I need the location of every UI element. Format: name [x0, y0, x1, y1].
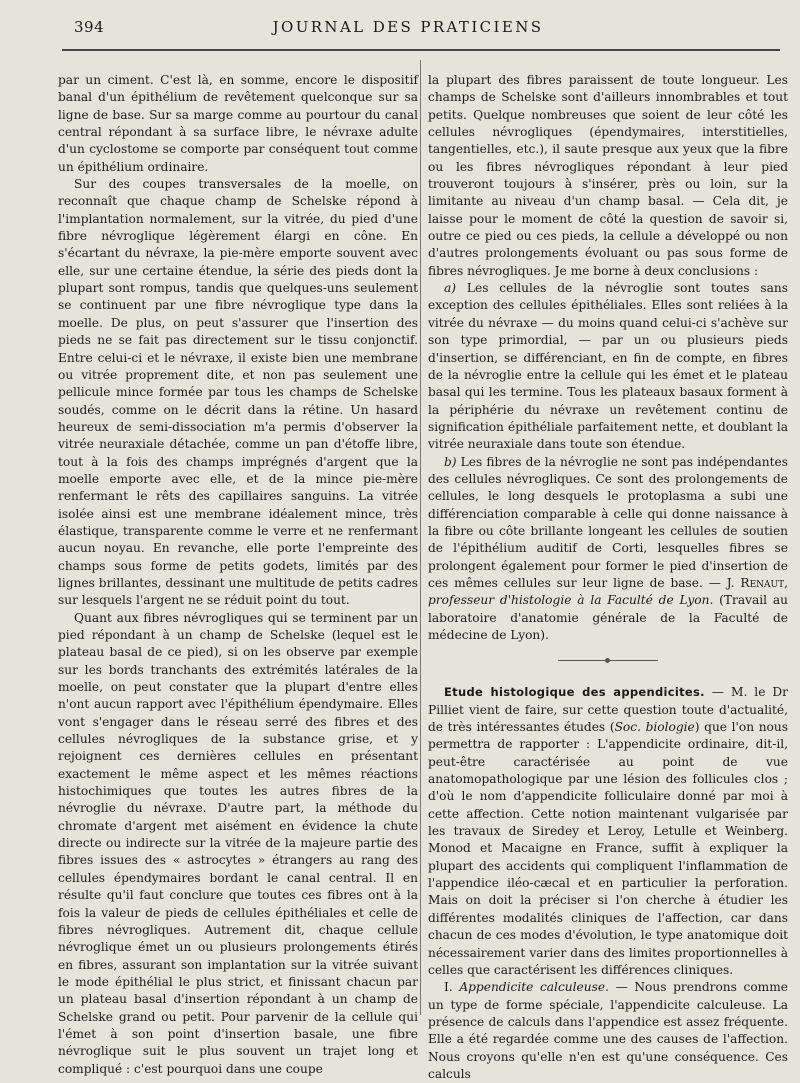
- paragraph: la plupart des fibres paraissent de toute longueur. Les champs de Schelske sont d'ailleurs innombrables et tout petits. Quelque nombreuses que soient de leur côté les cellules névrogliques (épendymaires, interstitielles, tangentielles, etc.), il saute presque aux yeux que la fibre ou les fibres névrogliques répondant à leur pied trouveront toujours à s'insérer, près ou loin, sur la limitante au niveau d'un champ basal. — Cela dit, je laisse pour le moment de côté la question de savoir si, outre ce pied ou ces pieds, la cellule a développé ou non d'autres prolongements évoluant ou pas sous forme de fibres névrogliques. Je me borne à deux conclusions :: [428, 73, 788, 278]
- conclusion-a: [428, 280, 788, 453]
- journal-title: JOURNAL DES PRATICIENS: [272, 18, 544, 36]
- column-divider: [420, 60, 421, 1015]
- section-paragraph: [428, 684, 788, 979]
- author-role: professeur d'histologie à la Faculté de Lyon.: [428, 593, 714, 608]
- subsection-text: — Nous prendrons comme un type de forme spéciale, l'appendicite calculeuse. La présence de calculs dans l'appendice est assez fréquente. Elle a été regardée comme une des causes de l'affection. Nous croyons qu'elle n'en est qu'une conséquence. Ces calculs: [428, 980, 789, 1081]
- section-divider: [558, 660, 658, 661]
- conclusion-a-text: Les cellules de la névroglie sont toutes sans exception des cellules épithéliales. Elles sont reliées à la vitrée du névraxe — du moins quand celui-ci s'achève sur son type primordial, — par un ou plusieurs pieds d'insertion, se différenciant, en fin de compte, en fibres de la névroglie entre la cellule qui les émet et le plateau basal qui les termine. Tous les plateaux basaux forment à la périphérie du névraxe un revêtement continu de signification épithéliale parfaitement nette, et doublant la vitrée neuraxiale dans toute son étendue.: [428, 281, 788, 452]
- paragraph: Sur des coupes transversales de la moelle, on reconnaît que chaque champ de Schelske répond à l'implantation normalement, sur la vitrée, du pied d'une fibre névroglique légèrement élargi en cône. En s'écartant du névraxe, la pie-mère emporte souvent avec elle, sur une certaine étendue, la série des pieds dont la plupart sont rompus, tandis que quelques-uns seulement se continuent par une fibre névroglique type dans la moelle. De plus, on peut s'assurer que l'insertion des pieds ne se fait pas directement sur le tissu conjonctif. Entre celui-ci et le névraxe, il existe bien une membrane ou vitrée proprement dite, et non pas seulement une pellicule mince formée par tous les champs de Schelske soudés, comme on le décrit dans la rétine. Un hasard heureux de semi-dissociation m'a permis d'observer la vitrée neuraxiale détachée, comme un pan d'étoffe libre, tout à la fois des champs imprégnés d'argent que la moelle emporte avec elle, et de la mince pie-mère renfermant le rêts des capillaires sanguins. La vitrée isolée ainsi est une membrane idéalement mince, très élastique, transparente comme le verre et ne renfermant aucun noyau. En revanche, elle porte l'empreinte des champs sous forme de petits godets, limités par des lignes brillantes, dessinant une multitude de petits cadres sur lesquels l'argent ne se réduit point du tout.: [58, 177, 418, 608]
- conclusion-b-text: Les fibres de la névroglie ne sont pas indépendantes des cellules névrogliques. Ce sont des prolongements de cellules, le long desquels le protoplasma a subi une différenciation comparable à celle qui donne naissance à la fibre ou côte brillante longeant les cellules de soutien de l'épithélium auditif de Corti, lesquelles fibres se prolongent également pour former le pied d'insertion de ces mêmes cellules sur leur ligne de base. — J.: [428, 454, 788, 590]
- author-affiliation: (Travail au laboratoire d'anatomie générale de la Faculté de médecine de Lyon).: [428, 593, 788, 642]
- author-separator: ,: [784, 575, 788, 590]
- conclusion-b: [428, 454, 788, 645]
- section-text: ) que l'on nous permettra de rapporter : L'appendicite ordinaire, dit-il, peut-être caractérisée au point de vue anatomopathologique par une lésion des follicules clos ; d'où le nom d'appendicite folliculaire donné par moi à cette affection. Cette notion maintenant vulgarisée par les travaux de Siredey et Leroy, Letulle et Weinberg. Monod et Macaigne en France, suffit à expliquer la plupart des accidents qui compliquent l'inflammation de l'appendice iléo-cæcal et en particulier la perforation. Mais on doit la préciser si l'on cherche à étudier les différentes modalités cliniques de l'affection, car dans chacun de ces modes d'évolution, le type anatomique doit nécessairement varier dans des limites proportionnelles à celles que caractérisent les différences cliniques.: [428, 720, 788, 977]
- section-text: — M. le Dr Pilliet vient de faire, sur cette question toute d'actualité, de très intéressantes études (: [428, 685, 788, 735]
- left-column: [58, 72, 418, 1078]
- subsection-paragraph: [428, 979, 788, 1083]
- subsection-number: I.: [444, 980, 460, 995]
- right-column: [428, 72, 788, 1083]
- source-reference: Soc. biologie: [614, 720, 695, 735]
- paragraph: Quant aux fibres névrogliques qui se terminent par un pied répondant à un champ de Schelske (lequel est le plateau basal de ce pied), si on les observe par exemple sur les bords tranchants des extrémités latérales de la moelle, on peut constater que la plupart d'entre elles n'ont aucun rapport avec l'épithélium épendymaire. Elles vont s'engager dans le réseau serré des fibres et des cellules névrogliques de la substance grise, et y rejoignent ces dernières cellules en présentant exactement le même aspect et les mêmes réactions histochimiques que toutes les autres fibres de la névroglie du névraxe. D'autre part, la méthode du chromate d'argent met aisément en évidence la chute directe ou indirecte sur la vitrée de la majeure partie des fibres issues des « astrocytes » étrangers au rang des cellules épendymaires bordant le canal central. Il en résulte qu'il faut conclure que toutes ces fibres ont à la fois la valeur de pieds de cellules épithéliales et celle de fibres névrogliques. Autrement dit, chaque cellule névroglique émet un ou plusieurs prolongements étirés en fibres, assurant son implantation sur la vitrée suivant le mode épithélial le plus strict, et finissant chacun par un plateau basal d'insertion répondant à un champ de Schelske grand ou petit. Pour parvenir de la cellule qui l'émet à son point d'insertion basale, une fibre névroglique suit le plus souvent un trajet long et compliqué : c'est pourquoi dans une coupe: [58, 610, 418, 1076]
- page-number: 394: [74, 18, 105, 36]
- author-name: Renaut: [740, 575, 785, 590]
- conclusion-b-label: b): [444, 454, 457, 469]
- section-title: Etude histologique des appendicites.: [444, 685, 705, 700]
- paragraph: par un ciment. C'est là, en somme, encore le dispositif banal d'un épithélium de revêtement quelconque sur sa ligne de base. Sur sa marge comme au pourtour du canal central répondant à sa surface libre, le névraxe adulte d'un cyclostome se comporte par conséquent tout comme un épithélium ordinaire.: [58, 73, 418, 174]
- header-rule: [62, 49, 780, 51]
- page-header: [58, 18, 758, 40]
- subsection-title: Appendicite calculeuse.: [459, 980, 609, 995]
- conclusion-a-label: a): [444, 281, 457, 296]
